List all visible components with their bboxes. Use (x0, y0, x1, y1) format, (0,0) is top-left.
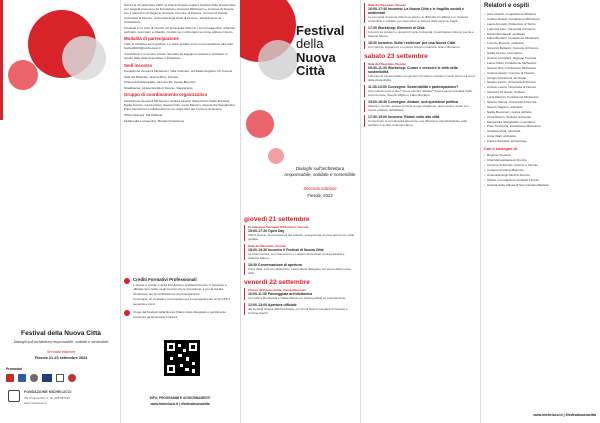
grey-circle (258, 40, 298, 80)
event-item (244, 303, 356, 315)
group-text: Fondazione Giovanni Michelucci: Andrea Aleardi, Silvia Aloisi, Fabio Bonfanti, Nadia Caruso, Laura Chiari, Saverio Dini, Lucia Mancini, Alessandra Stanghellini, Piero Tamburini in collaborazione con degli uffici del Comune di Fiesole. (124, 98, 236, 112)
cover-left-panel (0, 0, 120, 423)
event-description: La città incontra, con l'Assessore e i relatori del festival: Andrea Aleardi e Caterina Mauro. (248, 252, 345, 260)
relatore-item: • Fabio Bonfanti, Fondazione Michelucci (484, 36, 596, 40)
relatore-item: • Sandro Fattori, Università di Firenze (484, 80, 596, 84)
relatore-item: • Alessandra Stanghellini, ricercatrice (484, 120, 596, 124)
relatore-item: • Laura Amoretti, Politecnico di Torino (484, 22, 596, 26)
mode-text: Tutte le iniziative sono gratuite. Le visite guidate sono su prenotazione alla mail: festival2023@michelucci.it (124, 42, 234, 51)
seat-2: Sala del Basolato, piazza Mino, Fiesole (124, 74, 178, 79)
event-time: 15:00-16:30 Convegno: Abitare, una questione politica (368, 100, 459, 104)
event-time: 17:30-19:00 Incontro: Ridare volto alla città (368, 115, 440, 119)
citta-logo-icon (30, 374, 38, 382)
event-location: Sala del Basolato, Fiesole (248, 244, 286, 248)
event-description: Che relazione fra le due? Come cambia l'abitare? Intervengono Annalisa Vitali, Lorenzo Aste, Saverio Miglioni, Fabio Bonfanti. (368, 89, 473, 97)
event-time: 18:30 Conversazione di apertura (248, 263, 302, 267)
event-time: 10:00-11:30 Passeggiata architettonica (248, 292, 313, 296)
cover-edition: Seconda edizione (303, 186, 337, 191)
qr-code[interactable] (164, 340, 200, 376)
partners-heading: Con il sostegno di (484, 147, 517, 152)
foundation-logo-icon (8, 390, 20, 402)
event-location: Sala del Basolato, Fiesole (368, 62, 406, 66)
title-line-nuova: Nuova (296, 49, 336, 65)
regione-logo-icon (6, 374, 14, 382)
red-bar (0, 0, 3, 120)
relatore-item: • Ludovica Aste, Università di Firenze (484, 27, 596, 31)
relatore-item: • Giorgio Giovannini, architetto (484, 76, 596, 80)
event-location: Sala del Basolato, Fiesole (368, 3, 406, 7)
cover-edition: Seconda edizione (46, 350, 76, 354)
cover-subtitle: Dialoghi sull'architettura responsabile, solidale e sostenibile (13, 340, 109, 344)
fiesole-logo-icon (68, 374, 76, 382)
press-text: Ufficio Stampa: Pia Pallante (124, 112, 163, 117)
event-location: Fondazione Giovanni Michelucci, Fiesole (248, 225, 309, 229)
cover-title: Festival della Nuova Città (21, 330, 101, 337)
event-item (364, 3, 476, 23)
relatore-item: • Saverio Mecca, Università di Firenze (484, 100, 596, 104)
relatore-item: • Cristina Giachi, Comune di Firenze (484, 71, 596, 75)
grey-circle (62, 36, 106, 80)
comune-logo-icon (18, 374, 26, 382)
relatore-item: • Antonio Cristofani, Regione Toscana (484, 56, 596, 60)
foundation-name: FONDAZIONE MICHELUCCI (24, 390, 72, 394)
relatore-item: • Nadia Musumeci, storica dell'arte (484, 110, 596, 114)
credits-icon (124, 278, 130, 284)
event-description: Anna Vitali, Lorenzo Mastrovito, Laura Maria dialogano sul senso della nuova città. (248, 267, 351, 275)
title-line-della: della (296, 36, 324, 52)
event-description: Incontro tra studenti e docenti di varie Università: Coordinatore Antonio Lauria e Saverio Mecca. (368, 30, 474, 38)
info-panel (120, 0, 240, 423)
event-location: Chiesa dell'Autostrada, Campi Bisenzio (248, 288, 307, 292)
seat-3: Chiesa dell'Autostrada, via Liste 82, Campi Bisenzio (124, 80, 196, 85)
seat-4: Stradivarius, strada facoltà di Fiesole, Dappertutto (124, 86, 193, 91)
credits-text-2: Consegna: un Festival e riconosciuto per il conseguimento di 12 CFP a seconda e corsi. (133, 297, 231, 306)
credits-text: e scuole e scuole e della Fondazione Architetti Firenze. Il presente è ufficiale dei crediti, negli incontri che le prevedono, e per la durata d'interesse per la certificazione di partecipazione. (133, 283, 227, 296)
relatore-item: • Lorenzo Brunetti, urbanista (484, 41, 596, 45)
multimedia-text: Multimedia e streaming: Muvalè Produzione (124, 118, 185, 123)
relatore-item: • Saverio Miglioni, architetto (484, 105, 596, 109)
cover-subtitle: Dialoghi sull'architettura responsabile, solidale e sostenibile (284, 166, 356, 177)
unifi-logo-icon (42, 374, 52, 382)
foundation-address: Via IV Novembre 1, tel. 055 597149 (24, 396, 70, 400)
title-line-festival: Festival (296, 23, 345, 38)
day-1-heading: giovedì 21 settembre (244, 216, 310, 223)
mode-text-2: Il workshop è a numero chiuso riservato ad ingegneri, laureati e architetti, in scuole Sala delle Assemblee e Prefetture. (124, 52, 228, 61)
intro-text: Dal 21 al 23 settembre 2023, la città di Fiesole ospita il Festival della Nuova Città, con progetti promosso da Fondazione Giovanni Michelucci e Comune di Fiesole con il patrocinio di Regione Toscana, Comune di Firenze, Comuni di Pistoia, Università di Firenze, Università degli Studi di Firenze - Dipartimento di Architettura. (124, 3, 236, 24)
event-time: 12:00-13:00 Apertura ufficiale (248, 303, 297, 307)
relatore-item: • Saverio Dini, Fondazione Michelucci (484, 66, 596, 70)
event-description: con Gianni Bondanelli e Nadia Musumeci (visita guidata su prenotazione) (248, 296, 346, 300)
relatore-item: • Vincenzo Di Nardo, Sindaco (484, 90, 596, 94)
event-item (364, 85, 476, 97)
partner-item: • Autorità della Chiesa di San Giovanni Battista (484, 183, 596, 187)
event-description: Villa Il Roseto, la conoscenza del castello, una giornata di porte aperte per visite guidate. (248, 233, 355, 241)
seats-heading: Sedi incontro (124, 62, 153, 68)
event-item (244, 288, 356, 300)
web-line[interactable]: www.michelucci.it | #festivalnuovacitta (150, 402, 210, 406)
relatore-item: • Andrea Aleardi, Fondazione Michelucci (484, 17, 596, 21)
event-description: Abitare e mondo, acceso ai rischi di ogni situazione, deve essere risolto con nuove politiche dell'abitare. (368, 104, 469, 112)
event-item (364, 100, 476, 112)
event-time: 18:30 Incontro: Sulla 'resilienza' per una Nuova Città (368, 41, 456, 45)
cover-center-panel (240, 0, 360, 423)
title-line-citta: Città (296, 62, 325, 78)
partner-item: • Città Metropolitana di Firenze (484, 158, 596, 162)
red-circle-small (8, 60, 38, 90)
event-time: 18:00-19:30 Incontro Il Festival di Nuova Città (248, 248, 324, 252)
relatore-item: • Anna Vitali, architetta (484, 134, 596, 138)
ordine-logo-icon (56, 374, 64, 382)
relatore-item: • Franco Zaccaria, antropologo (484, 139, 596, 143)
event-description: Comunicare le complessità attraverso una riflessione interdisciplinare sulle periferie e la città contemporanea. (368, 119, 468, 127)
partner-item: • Comune di Campi Bisenzio (484, 168, 596, 172)
intro-text-2: Il festival è un ciclo di incontri sul tema della città con i suoi protagonisti, urbanisti, architetti, ricercatori e cittadini, riunitisi per confrontarsi su come abitare il futuro. (124, 25, 236, 34)
event-item (244, 244, 356, 260)
partners-list (484, 153, 596, 187)
day-2-heading: venerdì 22 settembre (244, 279, 310, 286)
partner-item: • Ordine e Fondazione Architetti Firenze (484, 178, 596, 182)
relatore-item: • Antonio Lauria, Università di Firenze (484, 85, 596, 89)
logo-note-icon (124, 310, 130, 316)
promoters-label: Promotori (6, 367, 23, 371)
relatore-item: • Anna Ravoni, Sindaca di Fiesole (484, 115, 596, 119)
event-item (244, 225, 356, 241)
group-heading: Gruppo di coordinamento organizzativo (124, 92, 208, 98)
cover-place: Fiesole, 2023 (307, 193, 333, 198)
event-item (364, 62, 476, 82)
relatori-heading: Relatori e ospiti (484, 3, 530, 9)
logo-note: Il logo del Festival della Nuova Città è stato disegnato e gentilmente concesso da Emanuele Frantoni. (133, 310, 227, 319)
relatori-list (484, 12, 596, 143)
municipal-logos-row (6, 374, 116, 384)
relatore-item: • Laura Chiari, Fondazione Michelucci (484, 61, 596, 65)
relatori-panel (480, 0, 600, 423)
relatore-item: • Piero Tamburini, Fondazione Michelucci (484, 124, 596, 128)
partner-item: • Regione Toscana (484, 153, 596, 157)
event-time: 16:00-17:30 Incontro: La Nuova Città e le fragilità sociali e ambientali (368, 7, 464, 15)
day-3-heading: sabato 23 settembre (364, 53, 428, 60)
event-description: Con Giorgio Giovannini e Lorenzo Gianni moderano Gianni Bonanno. (368, 45, 461, 49)
footer-web[interactable]: www.michelucci.it | #festivalnuovacitta (533, 413, 596, 417)
relatore-item: • Alice Aleardi, progettista architettura (484, 12, 596, 16)
event-time: 17:30 Workshop: Elementi di Città (368, 26, 425, 30)
seat-1: Fondazione Giovanni Michelucci, Villa Il Roseto, via Beato Angelico 15, Fiesole (124, 68, 233, 73)
programme-panel (360, 0, 480, 423)
relatore-item: • Giovanni Bettarini, Comune di Firenze (484, 46, 596, 50)
event-time: 09:30-11:30 Workshop: Curare e crescere le città nella sostenibilità (368, 66, 458, 74)
red-circle-medium (246, 110, 274, 138)
foundation-web[interactable]: www.michelucci.it (24, 401, 47, 405)
relatore-item: • Annalisa Vitali, urbanista (484, 129, 596, 133)
event-time: 11:30-13:00 Convegno: Sostenibilità e partecipazione? (368, 85, 459, 89)
event-item (364, 115, 476, 127)
partner-item: • Università degli Studi di Firenze (484, 173, 596, 177)
event-item (364, 26, 476, 38)
event-item (244, 263, 356, 275)
qr-caption: INFO, PROGRAMMI E AGGIORNAMENTI (149, 396, 211, 400)
event-description: Laboratorio esperienziale con giovani che hanno operato in varie forme sul tema della sostenibilità. (368, 74, 475, 82)
cover-dates: Fiesole 21-23 settembre 2023 (34, 356, 88, 360)
partner-item: • Comune di Firenze, Firenze e Fiesole (484, 163, 596, 167)
relatore-item: • Nadia Caruso, ricercatrice (484, 51, 596, 55)
event-item (364, 41, 476, 49)
pink-circle (268, 148, 284, 164)
credits-heading: Crediti Formativi Professionali (133, 277, 197, 282)
relatore-item: • Lucia Mancini, Fondazione Michelucci (484, 95, 596, 99)
relatore-item: • Gianni Bondanelli, architetto (484, 32, 596, 36)
event-description: del Festival Chiesa dell'Autostrada, con Anna Ravoni (sindaca di Fiesole) e Cristina Giachi. (248, 307, 348, 315)
event-time: 15:00-17:30 Open Day (248, 229, 285, 233)
event-description: Le comunità di questa città dove stanno le difficoltà più diffuse e in rinascita sostenibile e solidale, per rispondere ai bisogni delle persone fragili. (368, 15, 468, 23)
mode-heading: Modalità di partecipazione (124, 36, 179, 42)
